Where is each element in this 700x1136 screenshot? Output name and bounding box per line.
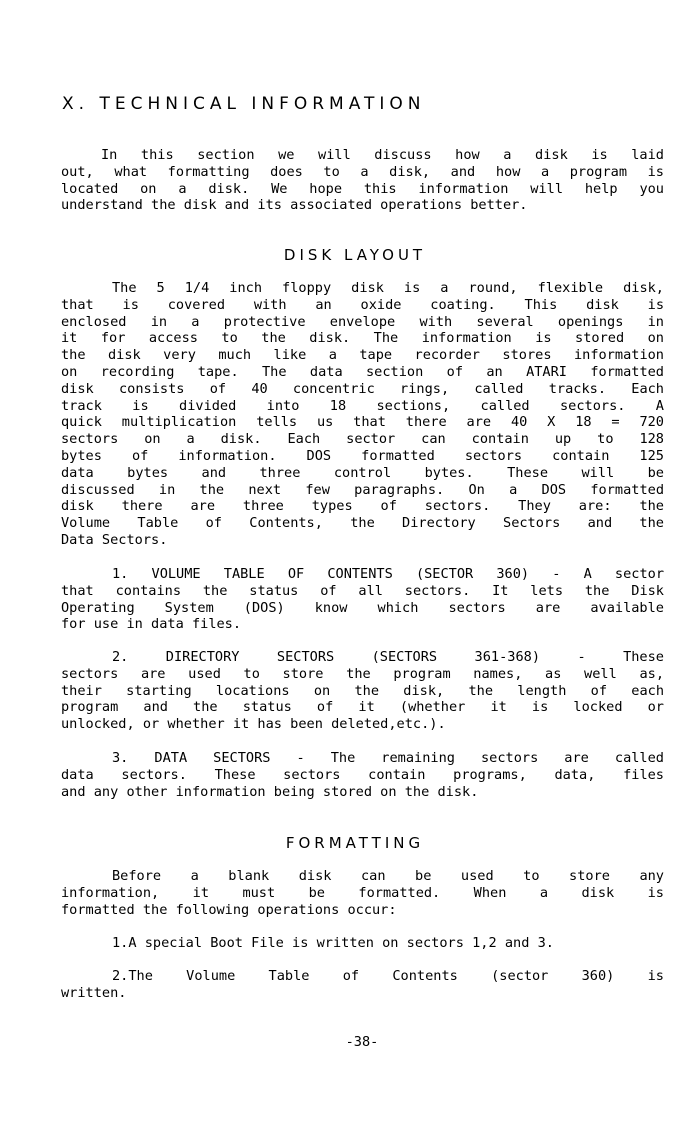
text-line: disk consists of 40 concentric rings, called tracks. Each xyxy=(61,380,664,397)
text-line: quick multiplication tells us that there are 40 X 18 = 720 xyxy=(61,414,664,431)
text-line: The 5 1/4 inch floppy disk is a round, flexible disk, xyxy=(112,280,664,296)
text-line: that is covered with an oxide coating. This disk is xyxy=(61,296,664,313)
intro-paragraph xyxy=(61,147,664,214)
text-line: 2.The Volume Table of Contents (sector 360) is xyxy=(112,968,664,984)
text-line: Data Sectors. xyxy=(61,531,168,548)
text-line: unlocked, or whether it has been deleted,etc.). xyxy=(61,716,446,733)
formatting-step-volume-table xyxy=(61,968,664,1002)
text-line: located on a disk. We hope this information will help you xyxy=(61,180,664,197)
text-line: out, what formatting does to a disk, and how a program is xyxy=(61,163,664,180)
list-item-data-sectors xyxy=(61,750,664,800)
text-line: for use in data files. xyxy=(61,616,242,633)
text-line: Before a blank disk can be used to store any xyxy=(112,868,664,884)
text-line: sectors on a disk. Each sector can contain up to 128 xyxy=(61,431,664,448)
text-line: 3. DATA SECTORS - The remaining sectors are called xyxy=(112,750,664,766)
text-line: that contains the status of all sectors. It lets the Disk xyxy=(61,582,664,599)
disk-layout-paragraph xyxy=(61,280,664,549)
text-line: 1. VOLUME TABLE OF CONTENTS (SECTOR 360) - A sector xyxy=(112,566,664,582)
subsection-title-formatting: FORMATTING xyxy=(285,834,425,852)
text-line: sectors are used to store the program names, as well as, xyxy=(61,665,664,682)
list-item-directory-sectors xyxy=(61,649,664,733)
text-line: formatted the following operations occur: xyxy=(61,901,397,918)
text-line: program and the status of it (whether it is locked or xyxy=(61,699,664,716)
text-line: the disk very much like a tape recorder stores information xyxy=(61,347,664,364)
text-line: In this section we will discuss how a disk is laid xyxy=(101,147,664,163)
text-line: 1.A special Boot File is written on sectors 1,2 and 3. xyxy=(112,935,554,951)
text-line: and any other information being stored on the disk. xyxy=(61,783,479,800)
section-title: X. TECHNICAL INFORMATION xyxy=(62,94,426,114)
text-line: Volume Table of Contents, the Directory Sectors and the xyxy=(61,515,664,532)
subsection-title-disk-layout: DISK LAYOUT xyxy=(283,246,427,264)
text-line: bytes of information. DOS formatted sectors contain 125 xyxy=(61,447,664,464)
text-line: understand the disk and its associated operations better. xyxy=(61,197,528,214)
text-line: data sectors. These sectors contain programs, data, files xyxy=(61,766,664,783)
text-line: their starting locations on the disk, the length of each xyxy=(61,682,664,699)
text-line: data bytes and three control bytes. These will be xyxy=(61,464,664,481)
text-line: information, it must be formatted. When a disk is xyxy=(61,884,664,901)
text-line: written. xyxy=(61,984,127,1001)
text-line: Operating System (DOS) know which sectors are available xyxy=(61,599,664,616)
text-line: on recording tape. The data section of an ATARI formatted xyxy=(61,363,664,380)
text-line: enclosed in a protective envelope with several openings in xyxy=(61,313,664,330)
text-line: it for access to the disk. The information is stored on xyxy=(61,330,664,347)
text-line: 2. DIRECTORY SECTORS (SECTORS 361-368) - These xyxy=(112,649,664,665)
text-line: discussed in the next few paragraphs. On a DOS formatted xyxy=(61,481,664,498)
formatting-step-boot-file xyxy=(61,935,664,952)
text-line: track is divided into 18 sections, called sectors. A xyxy=(61,397,664,414)
text-line: disk there are three types of sectors. They are: the xyxy=(61,498,664,515)
list-item-volume-table xyxy=(61,566,664,633)
formatting-paragraph xyxy=(61,868,664,918)
page-number: -38- xyxy=(345,1034,379,1050)
